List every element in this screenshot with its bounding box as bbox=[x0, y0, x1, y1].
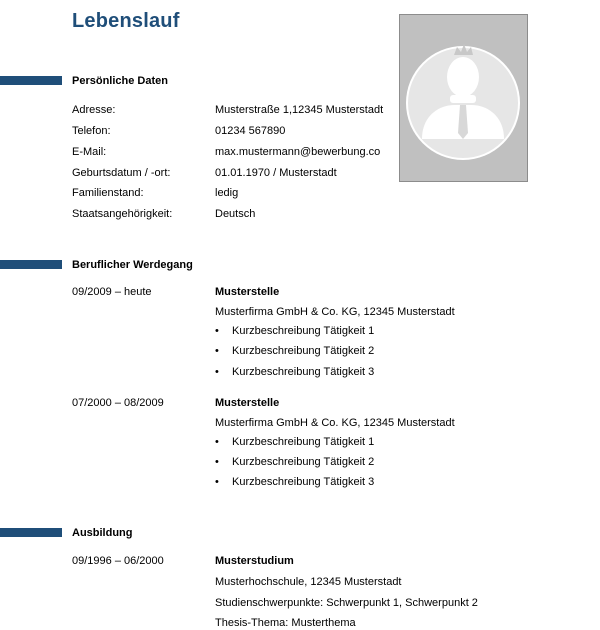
bullet-text: Kurzbeschreibung Tätigkeit 1 bbox=[232, 325, 375, 337]
education-line: Musterhochschule, 12345 Musterstadt bbox=[215, 576, 402, 588]
bullet-text: Kurzbeschreibung Tätigkeit 3 bbox=[232, 366, 375, 378]
section-marker bbox=[0, 528, 62, 537]
education-line: Thesis-Thema: Musterthema bbox=[215, 617, 356, 629]
page-title: Lebenslauf bbox=[72, 10, 180, 32]
value-email: max.mustermann@bewerbung.co bbox=[215, 146, 381, 158]
bullet-text: Kurzbeschreibung Tätigkeit 1 bbox=[232, 436, 375, 448]
label-marital-status: Familienstand: bbox=[72, 187, 144, 199]
label-nationality: Staatsangehörigkeit: bbox=[72, 208, 173, 220]
section-marker bbox=[0, 260, 62, 269]
value-phone: 01234 567890 bbox=[215, 125, 286, 137]
education-line: Studienschwerpunkte: Schwerpunkt 1, Schwerpunkt 2 bbox=[215, 597, 478, 609]
education-period: 09/1996 – 06/2000 bbox=[72, 555, 164, 567]
label-phone: Telefon: bbox=[72, 125, 111, 137]
bullet-icon: • bbox=[215, 325, 219, 337]
career-company: Musterfirma GmbH & Co. KG, 12345 Musterstadt bbox=[215, 417, 455, 429]
career-period: 07/2000 – 08/2009 bbox=[72, 397, 164, 409]
value-nationality: Deutsch bbox=[215, 208, 256, 220]
label-birth: Geburtsdatum / -ort: bbox=[72, 167, 171, 179]
education-degree: Musterstudium bbox=[215, 555, 294, 567]
section-heading-career: Beruflicher Werdegang bbox=[72, 259, 193, 271]
section-heading-education: Ausbildung bbox=[72, 527, 133, 539]
bullet-text: Kurzbeschreibung Tätigkeit 2 bbox=[232, 456, 375, 468]
label-email: E-Mail: bbox=[72, 146, 107, 158]
value-marital-status: ledig bbox=[215, 187, 239, 199]
bullet-icon: • bbox=[215, 366, 219, 378]
career-bullet bbox=[215, 476, 374, 488]
career-company: Musterfirma GmbH & Co. KG, 12345 Musterstadt bbox=[215, 306, 455, 318]
section-marker bbox=[0, 76, 62, 85]
bullet-text: Kurzbeschreibung Tätigkeit 2 bbox=[232, 345, 375, 357]
career-bullet bbox=[215, 366, 374, 378]
career-position: Musterstelle bbox=[215, 286, 280, 298]
person-placeholder-icon bbox=[400, 15, 527, 181]
label-address: Adresse: bbox=[72, 104, 116, 116]
career-bullet bbox=[215, 325, 374, 337]
bullet-icon: • bbox=[215, 345, 219, 357]
bullet-icon: • bbox=[215, 456, 219, 468]
value-birth: 01.01.1970 / Musterstadt bbox=[215, 167, 337, 179]
section-heading-personal: Persönliche Daten bbox=[72, 75, 168, 87]
career-bullet bbox=[215, 345, 374, 357]
value-address: Musterstraße 1,12345 Musterstadt bbox=[215, 104, 384, 116]
bullet-icon: • bbox=[215, 436, 219, 448]
profile-photo bbox=[399, 14, 528, 182]
career-bullet bbox=[215, 436, 374, 448]
career-position: Musterstelle bbox=[215, 397, 280, 409]
bullet-text: Kurzbeschreibung Tätigkeit 3 bbox=[232, 476, 375, 488]
career-period: 09/2009 – heute bbox=[72, 286, 152, 298]
bullet-icon: • bbox=[215, 476, 219, 488]
career-bullet bbox=[215, 456, 374, 468]
